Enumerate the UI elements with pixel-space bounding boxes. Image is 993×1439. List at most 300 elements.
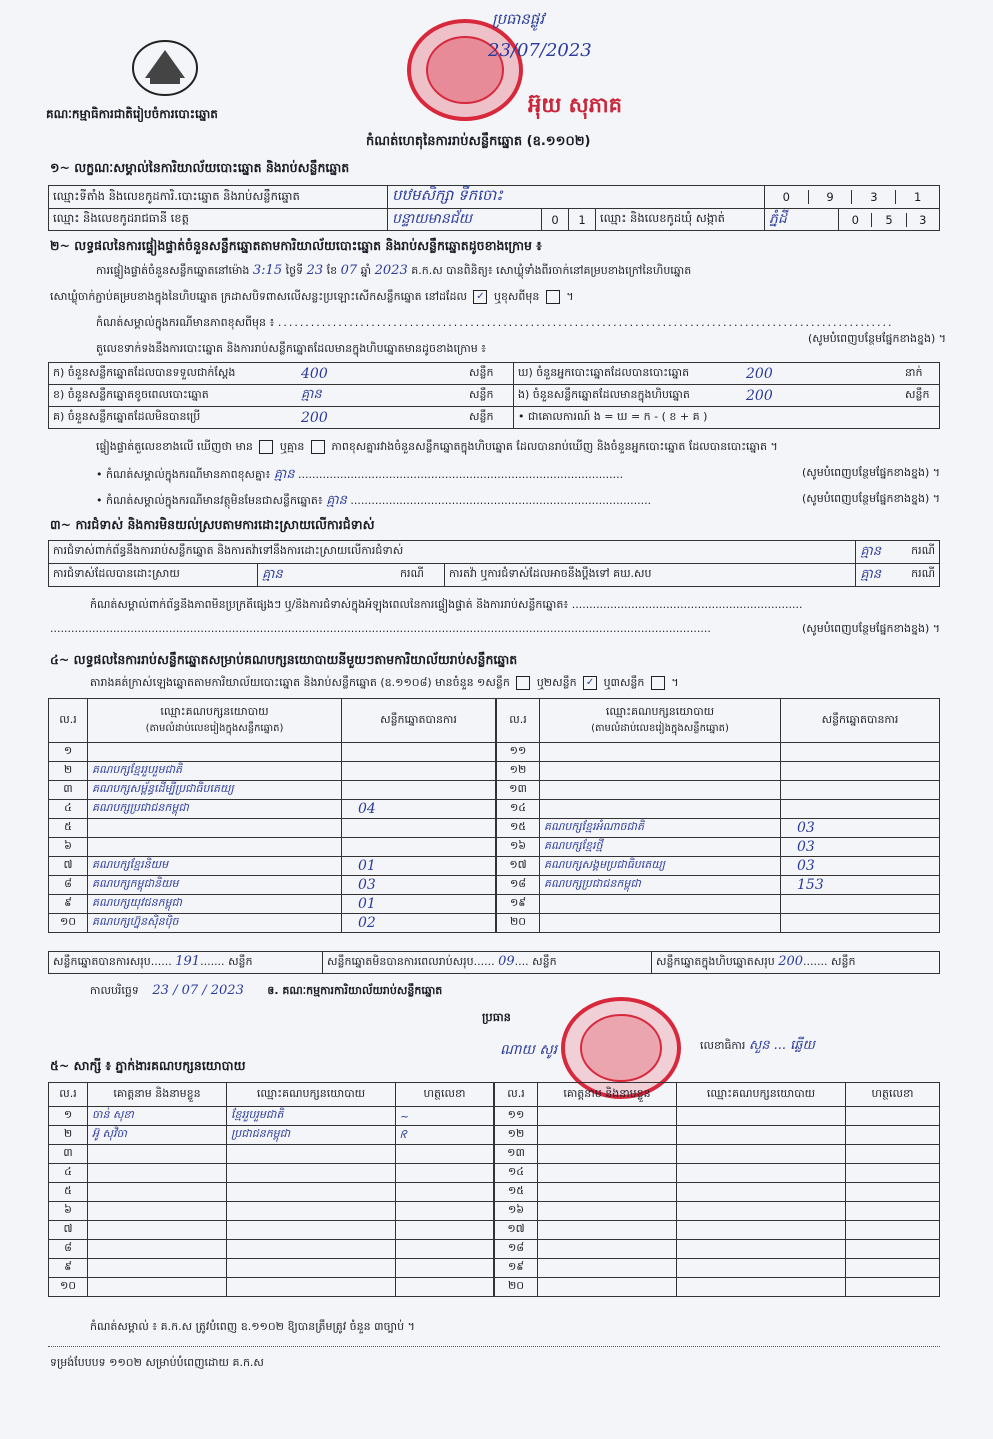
party-name [540,914,781,933]
witness-party [677,1259,846,1278]
objection-unit: ករណី [895,541,939,564]
fig-right-value: 200 [742,385,901,407]
row-number: ១៨ [497,876,540,895]
row-number: ៥ [49,819,88,838]
fig-left-value: គ្មាន [297,385,465,407]
witness-row [495,1183,940,1202]
party-name: គណបក្សហ្វ៊ុនស៊ិនប៉ិច [88,914,342,933]
results-table-right [496,698,940,933]
col-no: ល.រ [497,699,540,743]
witness-sign [846,1221,940,1240]
witness-name: ចាន់ សុខា [88,1107,227,1126]
section3-dots-line: ............................................................................................................................................................................................. (សូមបំពេញបន្ថែមផ្នែកខាងខ្នង) ។ [50,622,940,638]
count-year: 2023 [374,263,408,278]
witness-no: ៦ [49,1202,88,1221]
witness-sign [396,1221,494,1240]
witness-party [227,1183,396,1202]
row-number: ៣ [49,781,88,800]
chair-signature: ណាយ សូរ [500,1042,558,1058]
or-label: ឬខុសពីមុន [493,290,540,303]
witness-party [227,1164,396,1183]
witness-no: ១៥ [495,1183,538,1202]
row-number: ១៦ [497,838,540,857]
col-no: ល.រ [49,699,88,743]
section2-intro-c: សោឃ្លុំចាក់ភ្ជាប់គម្របខាងក្នុងនៃហិបឆ្នោត ក្រដាសបិទពាសលើសន្លះប្រឡោះសើកសន្លឹកឆ្នោត នៅដដែល ✓ ឬខុសពីមុន ។ [50,290,574,303]
form-title: កំណត់ហេតុនៃការរាប់សន្លឹកឆ្នោត (ឧ.១១០២) [366,134,591,149]
party-votes: 01 [342,857,496,876]
total-box-label: សន្លឹកឆ្នោតក្នុងហិបឆ្នោតសរុប [656,955,775,968]
note-line: កំណត់សម្គាល់ក្នុងករណីមានភាពខុសពីមុន ៖ [96,316,275,329]
result-row [497,895,940,914]
objection-value: គ្មាន [856,541,896,564]
col-party: ឈ្មោះគណបក្សនយោបាយ [677,1083,846,1107]
row-number: ៦ [49,838,88,857]
witness-left-body [49,1107,494,1297]
witness-sign [846,1278,940,1297]
total-invalid-unit: សន្លឹក [532,955,557,968]
witness-row [495,1259,940,1278]
check-tail: ភាពខុសគ្នារវាងចំនួនសន្លឹកឆ្នោតក្នុងហិបឆ្នោត ដែលបានរាប់ឃើញ និងចំនួនអ្នកបោះឆ្នោត ដែលបានបោះឆ្នោត ។ [331,440,778,453]
party-votes: 03 [342,876,496,895]
party-votes: 03 [781,819,940,838]
section4-intro: តារាងគត់ក្រាស់ឡេងឆ្នោតតាមការិយាល័យបោះឆ្នោត និងរាប់សន្លឹកឆ្នោត (ឧ.១១០៨) មានចំនួន ១សន្លឹក [90,676,510,689]
row-number: ១៤ [497,800,540,819]
witness-name: អ៊ូ សុវិចា [88,1126,227,1145]
witness-no: ៤ [49,1164,88,1183]
party-name [540,781,781,800]
witness-sign [396,1202,494,1221]
witness-name [538,1202,677,1221]
fig-rule-label: • ជាគោលការណ៍ ង = ឃ = ក - ( ខ + គ ) [514,407,940,429]
party-name: គណបក្សខ្មែរអំណាចជាតិ [540,819,781,838]
secretary-signature: សួន ... ឆ្លើយ [748,1038,815,1053]
result-row [497,781,940,800]
row-number: ១៧ [497,857,540,876]
witness-party [677,1145,846,1164]
party-name [88,838,342,857]
objection-label: ការជំទាស់ពាក់ព័ន្ធនឹងការរាប់សន្លឹកឆ្នោត និងការតវ៉ាទៅនឹងការដោះស្រាយលើការជំទាស់ [49,541,856,564]
witness-row [49,1259,494,1278]
witness-row [49,1183,494,1202]
count-month: 07 [340,263,358,278]
appeal-label: ការតវ៉ា ឬការជំទាស់ដែលអាចនឹងប្តឹងទៅ គឃ.សប [445,564,856,587]
result-row [49,800,496,819]
footer-divider [48,1346,940,1347]
party-name: គណបក្សខ្មែរនិយម [88,857,342,876]
witness-party [227,1278,396,1297]
witness-row [495,1145,940,1164]
commune-value: ភ្នំដី [765,209,839,231]
total-box-unit: សន្លឹក [831,955,856,968]
date-value: 23 / 07 / 2023 [152,983,244,998]
secretary-label: លេខាធិការ [700,1039,746,1052]
witness-party: ខ្មែររួបរួមជាតិ [227,1107,396,1126]
party-votes [781,800,940,819]
section3-table [48,540,940,587]
province-code-digit: 1 [569,209,596,231]
fig-right-unit: នាក់ [901,363,940,385]
witness-party [677,1126,846,1145]
witness-name [538,1221,677,1240]
total-valid-value: 191 [175,954,201,969]
same-checkbox[interactable]: ✓ [473,290,487,304]
witness-sign: ~ [396,1107,494,1126]
bullet2-line: • កំណត់សម្គាល់ក្នុងករណីមានវត្ថុមិនមែនជាសន្លឹកឆ្នោត៖ គ្មាន ...................................................................................... (សូមបំពេញបន្ថែមផ្នែកខាងខ្នង) ។ [96,492,940,508]
witness-sign [396,1164,494,1183]
witness-sign [396,1259,494,1278]
row-number: ៩ [49,895,88,914]
province-label: ឈ្មោះ និងលេខកូដរាជធានី ខេត្ត [49,209,388,231]
station-value: បឋមសិក្សា ទឹកចោះ [388,186,765,209]
no-diff-checkbox[interactable] [311,440,325,454]
fig-left-label: ខ) ចំនួនសន្លឹកឆ្នោតខូចពេលបោះឆ្នោត [49,385,298,407]
result-row [497,914,940,933]
witness-no: ១ [49,1107,88,1126]
party-name [540,895,781,914]
section3-title: ៣~ ការជំទាស់ និងការមិនយល់ស្របតាមការដោះស្រាយលើការជំទាស់ [50,517,375,532]
party-name: គណបក្សសង្គមប្រជាធិបតេយ្យ [540,857,781,876]
changed-checkbox[interactable] [546,290,560,304]
fig-left-unit: សន្លឹក [465,407,514,429]
party-votes: 04 [342,800,496,819]
party-name: គណបក្សកម្ពុជានិយម [88,876,342,895]
witness-no: ៩ [49,1259,88,1278]
total-box: សន្លឹកឆ្នោតក្នុងហិបឆ្នោតសរុប 200....... សន្លឹក [652,952,940,974]
result-row [49,876,496,895]
witness-party [677,1221,846,1240]
party-name [540,762,781,781]
witness-name [88,1259,227,1278]
section1-title: ១~ លក្ខណៈសម្គាល់នៃការិយាល័យបោះឆ្នោត និងរាប់សន្លឹកឆ្នោត [50,160,350,175]
party-name: គណបក្សខ្មែរថ្មី [540,838,781,857]
party-votes [342,743,496,762]
opt2-label: ឬ២សន្លឹក [536,676,577,689]
stamp-note: ប្រធានផ្លូវ [492,10,545,28]
section4-title: ៤~ លទ្ធផលនៃការរាប់សន្លឹកឆ្នោតសម្រាប់គណបក្សនយោបាយនីមួយៗតាមការិយាល័យរាប់សន្លឹកឆ្នោត [50,652,518,667]
party-votes: 03 [781,838,940,857]
witness-row [495,1240,940,1259]
count-time: 3:15 [252,263,283,278]
col-votes: សន្លឹកឆ្នោតបានការ [781,699,940,743]
total-invalid-value: 09 [498,954,515,969]
fig-left-label: គ) ចំនួនសន្លឹកឆ្នោតដែលមិនបានប្រើ [49,407,298,429]
party-votes: 01 [342,895,496,914]
col-party: ឈ្មោះគណបក្សនយោបាយ [227,1083,396,1107]
witness-sign [846,1126,940,1145]
station-label: ឈ្មោះទីតាំង និងលេខកូដការិ.បោះឆ្នោត និងរាប់សន្លឹកឆ្នោត [49,186,388,209]
section1-table [48,185,940,231]
row-number: ២០ [497,914,540,933]
count-day: 23 [306,263,324,278]
party-votes [781,743,940,762]
result-row [49,781,496,800]
fig-left-label: ក) ចំនួនសន្លឹកឆ្នោតដែលបានទទួលជាក់ស្តែង [49,363,298,385]
witness-row [495,1202,940,1221]
party-name [88,819,342,838]
result-row [49,857,496,876]
witness-no: ២០ [495,1278,538,1297]
witness-party [677,1240,846,1259]
witness-party [677,1202,846,1221]
total-valid-label: សន្លឹកឆ្នោតបានការសរុប [53,955,151,968]
committee-label: ឲ. គណៈកម្មការការិយាល័យរាប់សន្លឹកឆ្នោត [267,984,443,997]
result-row [49,743,496,762]
witness-name [88,1202,227,1221]
col-party-sub: (តាមលំដាប់លេខរៀងក្នុងសន្លឹកឆ្នោត) [145,723,284,734]
bullet1-line: • កំណត់សម្គាល់ក្នុងករណីមានភាពខុសគ្នា៖ គ្មាន ............................................................................................. (សូមបំពេញបន្ថែមផ្នែកខាងខ្នង) ។ [96,466,940,482]
witness-no: ១៩ [495,1259,538,1278]
witness-row [49,1164,494,1183]
result-row [497,876,940,895]
fig-right-label: ឃ) ចំនួនអ្នកបោះឆ្នោតដែលបានបោះឆ្នោត [514,363,743,385]
row-number: ១០ [49,914,88,933]
fig-right-value: 200 [742,363,901,385]
fig-left-unit: សន្លឹក [465,385,514,407]
row-number: ១៥ [497,819,540,838]
results-table-left [48,698,496,933]
witness-name [538,1240,677,1259]
witness-party [677,1164,846,1183]
witness-no: ១៧ [495,1221,538,1240]
section2-title: ២~ លទ្ធផលនៃការផ្ទៀងផ្ទាត់ចំនួនសន្លឹកឆ្នោតតាមការិយាល័យបោះឆ្នោត និងរាប់សន្លឹកឆ្នោតដូចខាងក្រោម ៖ [50,238,542,253]
station-code-digit: 0 [765,190,808,204]
sheets-1-checkbox[interactable] [516,676,530,690]
result-row [497,857,940,876]
witness-row [495,1221,940,1240]
witness-sign: ᖇ [396,1126,494,1145]
witness-name [538,1126,677,1145]
witness-party [227,1221,396,1240]
day-label: ថ្ងៃទី [285,264,304,277]
result-row [49,914,496,933]
total-box-value: 200 [778,954,804,969]
check-mid: ឬគ្មាន [279,440,305,453]
total-invalid: សន្លឹកឆ្នោតមិនបានការពេលរាប់សរុប...... 09.... សន្លឹក [323,952,652,974]
witness-row [49,1202,494,1221]
result-row [497,838,940,857]
witness-no: ៥ [49,1183,88,1202]
witness-row [49,1278,494,1297]
row-number: ២ [49,762,88,781]
witness-party: ប្រជាជនកម្ពុជា [227,1126,396,1145]
result-row [497,743,940,762]
witness-name [538,1259,677,1278]
fig-left-unit: សន្លឹក [465,363,514,385]
fig-right-label: ង) ចំនួនសន្លឹកឆ្នោតដែលមានក្នុងហិបឆ្នោត [514,385,743,407]
witness-party [227,1202,396,1221]
party-name: គណបក្សយុវជនកម្ពុជា [88,895,342,914]
witness-sign [846,1145,940,1164]
row-number: ១ [49,743,88,762]
commune-label: ឈ្មោះ និងលេខកូដឃុំ សង្កាត់ [596,209,765,231]
col-party-sub: (តាមលំដាប់លេខរៀងក្នុងសន្លឹកឆ្នោត) [591,723,729,734]
sheets-2-checkbox[interactable]: ✓ [583,676,597,690]
section3-note: កំណត់សម្គាល់ពាក់ព័ន្ធនឹងភាពមិនប្រក្រតីផ្សេងៗ ឬ/និងការជំទាស់ក្នុងអំឡុងពេលនៃការផ្ទៀងផ្ទាត់ និងការរាប់សន្លឹកឆ្នោត៖ [90,598,569,611]
section2-note-line: កំណត់សម្គាល់ក្នុងករណីមានភាពខុសពីមុន ៖ ................................................................................................................ (សូមបំពេញបន្ថែមផ្នែកខាងខ្នង) ។ [96,316,946,348]
col-party-label: ឈ្មោះគណបក្សនយោបាយ [160,705,269,718]
section2-check-line [96,440,778,456]
fig-right-unit: សន្លឹក [901,385,940,407]
intro-b: គ.ក.ស បានពិនិត្យ៖ សោឃ្លុំទាំងពីរចាក់នៅគម្របខាងក្រៅនៃហិបឆ្នោត [411,264,692,277]
row-number: ៤ [49,800,88,819]
section5-title: ៥~ សាក្សី ៖ ភ្នាក់ងារគណបក្សនយោបាយ [50,1058,246,1073]
party-votes: 02 [342,914,496,933]
total-valid: សន្លឹកឆ្នោតបានការសរុប...... 191....... សន្លឹក [49,952,323,974]
col-votes: សន្លឹកឆ្នោតបានការ [342,699,496,743]
party-name: គណបក្សខ្មែររួបរួមជាតិ [88,762,342,781]
witness-party [677,1183,846,1202]
official-stamp [405,18,525,123]
witness-right-body [495,1107,940,1297]
section2-figures-table [48,362,940,429]
row-number: ១២ [497,762,540,781]
col-party [540,699,781,743]
station-code-cell [765,186,940,209]
row-number: ១១ [497,743,540,762]
bullet2-value: គ្មាន [326,493,347,508]
bullet1-value: គ្មាន [273,467,295,482]
party-votes: 153 [781,876,940,895]
party-votes [342,838,496,857]
party-votes [342,819,496,838]
witness-row [495,1126,940,1145]
stamp-date: 23/07/2023 [488,40,592,61]
committee-name: គណៈកម្មាធិការជាតិរៀបចំការបោះឆ្នោត [46,107,218,121]
witness-party [227,1259,396,1278]
witness-party [227,1145,396,1164]
check-line: ផ្ទៀងផ្ទាត់តួលេខខាងលើ ឃើញថា មាន [96,440,253,453]
party-name: គណបក្សសម្ព័ន្ធដើម្បីប្រជាធិបតេយ្យ [88,781,342,800]
party-votes [342,781,496,800]
witness-name [538,1164,677,1183]
section2-intro-line [96,263,691,280]
result-row [497,762,940,781]
witness-name [88,1278,227,1297]
bullet2-label: • កំណត់សម្គាល់ក្នុងករណីមានវត្ថុមិនមែនជាសន្លឹកឆ្នោត៖ [96,494,323,507]
province-value: បន្ទាយមានជ័យ [388,209,542,231]
result-row [497,800,940,819]
witness-name [88,1221,227,1240]
station-code-digit: 9 [808,190,852,204]
witness-no: ៣ [49,1145,88,1164]
col-sign: ហត្ថលេខា [396,1083,494,1107]
resolved-unit: ករណី [396,564,445,587]
witness-name [88,1145,227,1164]
witness-sign [846,1259,940,1278]
resolved-value: គ្មាន [258,564,397,587]
witness-table-left [48,1082,494,1297]
party-votes [781,781,940,800]
intro-d: តួលេខទាក់ទងនឹងការបោះឆ្នោត និងការរាប់សន្លឹកឆ្នោតដែលមានក្នុងហិបឆ្នោតមានដូចខាងក្រោម ៖ [96,342,487,355]
witness-row [49,1107,494,1126]
intro-a: ការផ្ទៀងផ្ទាត់ចំនួនសន្លឹកឆ្នោតនៅម៉ោង [96,264,250,277]
witness-sign [846,1164,940,1183]
station-code-digit: 1 [896,190,939,204]
witness-no: ១៨ [495,1240,538,1259]
province-code-digit: 0 [542,209,569,231]
col-no: ល.រ [495,1083,538,1107]
year-label: ឆ្នាំ [360,264,372,277]
commune-code-digit: 5 [872,213,906,227]
intro-c: សោឃ្លុំចាក់ភ្ជាប់គម្របខាងក្នុងនៃហិបឆ្នោត ក្រដាសបិទពាសលើសន្លះប្រឡោះសើកសន្លឹកឆ្នោត នៅដដែល [50,290,467,303]
witness-name [538,1145,677,1164]
party-votes [781,895,940,914]
col-sign: ហត្ថលេខា [846,1083,940,1107]
opt3-label: ឬ៣សន្លឹក [603,676,645,689]
row-number: ៧ [49,857,88,876]
date-label: កាលបរិច្ឆេទ [90,984,139,997]
row-number: ១៩ [497,895,540,914]
date-line [90,983,442,1000]
witness-sign [846,1107,940,1126]
witness-no: ១១ [495,1107,538,1126]
witness-party [227,1240,396,1259]
witness-name [538,1107,677,1126]
witness-row [495,1164,940,1183]
footnote: កំណត់សម្គាល់ ៖ គ.ក.ស ត្រូវបំពេញ ឧ.១១០២ ឱ្យបានត្រឹមត្រូវ ចំនួន ៣ច្បាប់ ។ [90,1320,415,1333]
col-name: គោត្តនាម និងនាមខ្លួន [88,1083,227,1107]
witness-table-right [494,1082,940,1297]
commune-code-cell [839,209,940,231]
commune-code-digit: 3 [906,213,939,227]
witness-party [677,1278,846,1297]
witness-row [495,1107,940,1126]
witness-no: ៨ [49,1240,88,1259]
witness-row [49,1221,494,1240]
witness-sign [396,1278,494,1297]
col-party [88,699,342,743]
witness-no: ៧ [49,1221,88,1240]
has-diff-checkbox[interactable] [259,440,273,454]
witness-sign [846,1202,940,1221]
result-row [497,819,940,838]
witness-party [677,1107,846,1126]
stamp-name: អ៊ុយ សុភាគ [528,93,622,117]
party-votes [781,914,940,933]
witness-sign [846,1240,940,1259]
col-party-label: ឈ្មោះគណបក្សនយោបាយ [605,705,715,718]
fill-hint: (សូមបំពេញបន្ថែមផ្នែកខាងខ្នង) ។ [801,492,940,505]
witness-no: ១៤ [495,1164,538,1183]
fill-hint: (សូមបំពេញបន្ថែមផ្នែកខាងខ្នង) ។ [801,622,940,635]
month-label: ខែ [326,264,338,277]
witness-sign [396,1240,494,1259]
party-name: គណបក្សប្រជាជនកម្ពុជា [88,800,342,819]
emblem [130,38,200,98]
result-row [49,819,496,838]
witness-no: ១០ [49,1278,88,1297]
result-row [49,762,496,781]
witness-no: ១២ [495,1126,538,1145]
appeal-value: គ្មាន [856,564,896,587]
witness-sign [396,1183,494,1202]
sheets-3-checkbox[interactable] [651,676,665,690]
witness-name [88,1240,227,1259]
witness-no: ២ [49,1126,88,1145]
witness-row [49,1126,494,1145]
col-no: ល.រ [49,1083,88,1107]
witness-no: ១៣ [495,1145,538,1164]
section4-intro-line: តារាងគត់ក្រាស់ឡេងឆ្នោតតាមការិយាល័យបោះឆ្នោត និងរាប់សន្លឹកឆ្នោត (ឧ.១១០៨) មានចំនួន ១សន្លឹក ឬ២សន្លឹក ✓ ឬ៣សន្លឹក ។ [90,676,679,689]
chair-label: ប្រធាន [482,1010,511,1024]
party-votes [781,762,940,781]
witness-name [88,1164,227,1183]
party-name: គណបក្សប្រជាជនកម្ពុជា [540,876,781,895]
witness-name [88,1183,227,1202]
fill-hint: (សូមបំពេញបន្ថែមផ្នែកខាងខ្នង) ។ [801,466,940,479]
fig-left-value: 200 [297,407,465,429]
witness-name [538,1278,677,1297]
